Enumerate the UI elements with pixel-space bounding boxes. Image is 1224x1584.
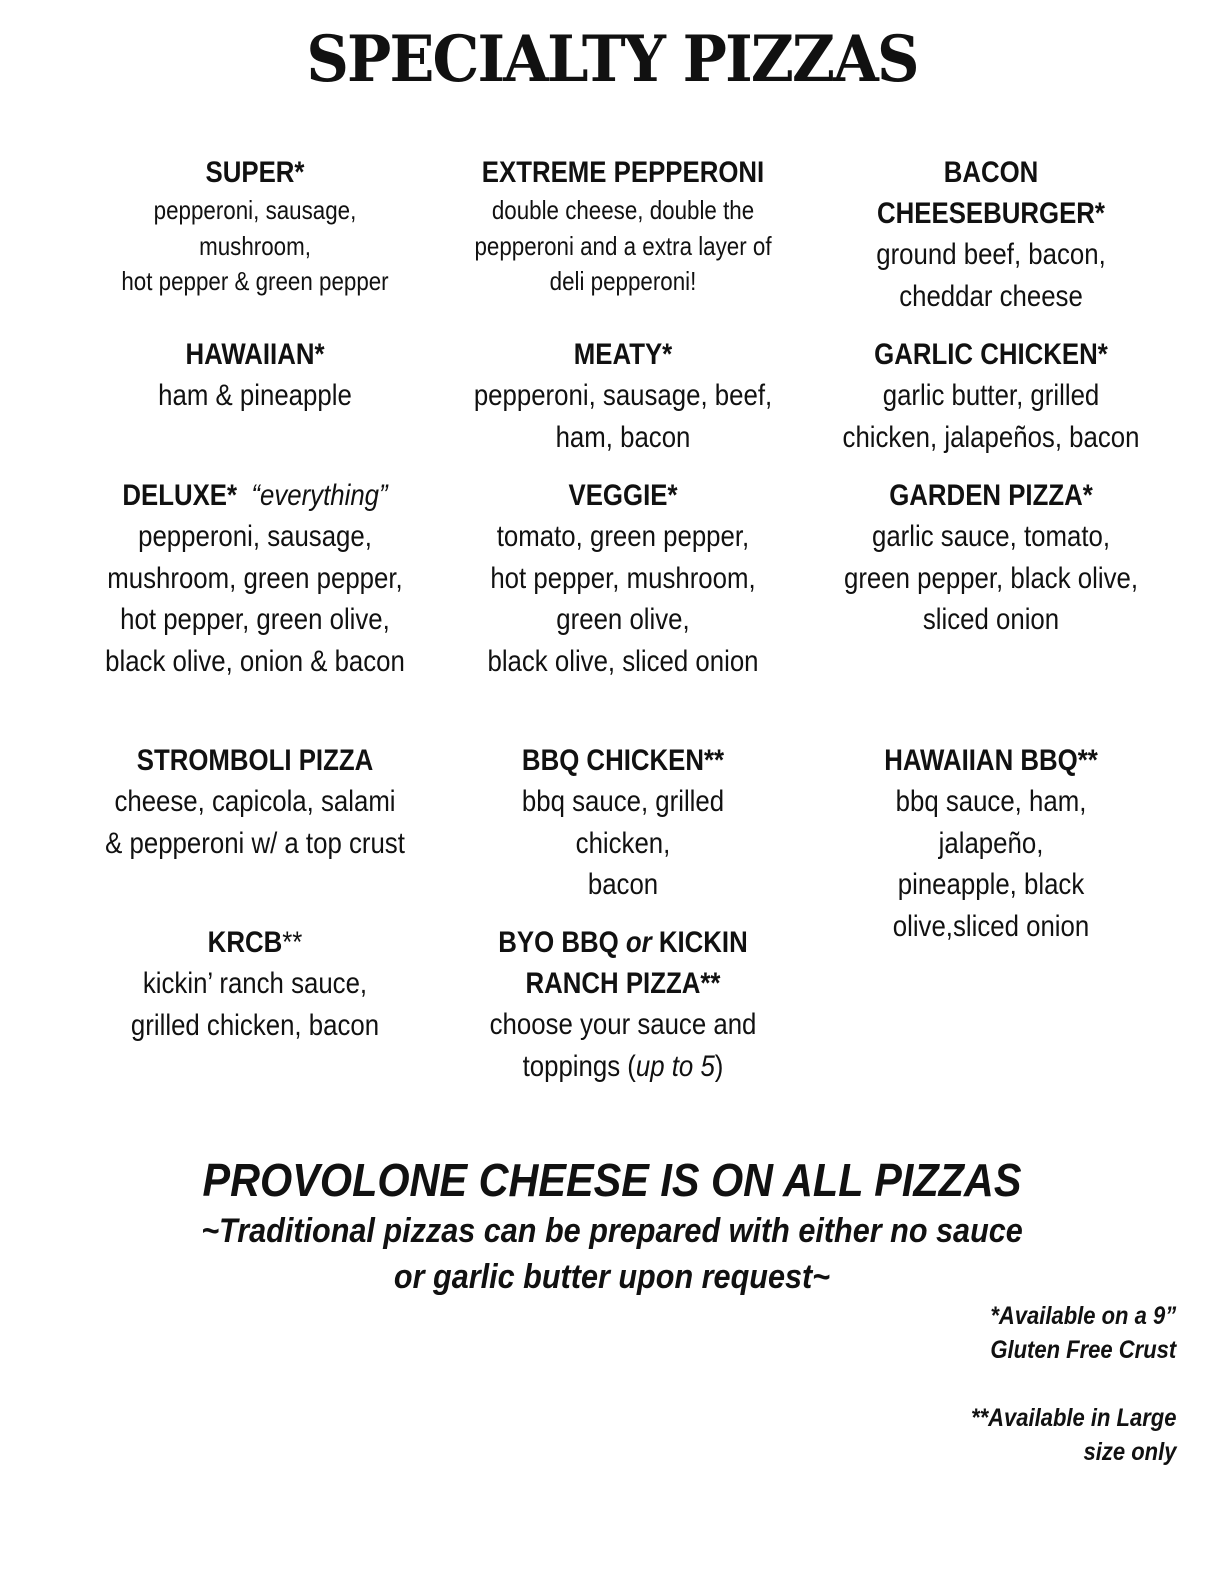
pizza-name-line2: RANCH PIZZA** (525, 967, 721, 1000)
pizza-garlic-chicken (816, 334, 1166, 458)
pizza-veggie (448, 475, 798, 682)
pizza-description: pepperoni, sausage, beef, ham, bacon (473, 379, 773, 454)
pizza-bacon-cheeseburger (816, 152, 1166, 317)
pizza-deluxe (80, 475, 430, 682)
pizza-name-part: BYO BBQ (498, 926, 626, 959)
pizza-extreme-pepperoni (448, 152, 798, 300)
pizza-stromboli (80, 740, 430, 864)
pizza-name: EXTREME PEPPERONI (481, 156, 765, 189)
pizza-super (80, 152, 430, 300)
pizza-name: STROMBOLI PIZZA (136, 744, 374, 777)
pizza-description: tomato, green pepper, hot pepper, mushroom, green olive, black olive, sliced onion (487, 520, 759, 678)
desc-part: ) (714, 1049, 724, 1083)
pizza-description: bbq sauce, grilled chicken, bacon (521, 785, 725, 901)
pizza-description-line1: choose your sauce and (489, 1008, 757, 1041)
pizza-name-line1: BACON (943, 156, 1039, 189)
pizza-name: HAWAIIAN* (185, 338, 325, 371)
pizza-hawaiian (80, 334, 430, 417)
pizza-meaty (448, 334, 798, 458)
pizza-bbq-chicken (448, 740, 798, 906)
desc-part: toppings ( (522, 1049, 636, 1083)
pizza-description: bbq sauce, ham, jalapeño, pineapple, black olive,sliced onion (892, 785, 1090, 943)
pizza-name: HAWAIIAN BBQ** (884, 744, 1098, 777)
pizza-description: pepperoni, sausage, mushroom, hot pepper & green pepper (121, 195, 389, 296)
pizza-description: pepperoni, sausage, mushroom, green pepper, hot pepper, green olive, black olive, onion & bacon (105, 520, 405, 678)
pizza-name-part: KICKIN (651, 926, 748, 959)
pizza-garden (816, 475, 1166, 641)
pizza-name: SUPER* (205, 156, 305, 189)
pizza-hawaiian-bbq (816, 740, 1166, 947)
pizza-description: kickin’ ranch sauce, grilled chicken, bacon (130, 967, 380, 1042)
pizza-name: GARDEN PIZZA* (889, 479, 1093, 512)
pizza-name-line2: CHEESEBURGER* (877, 197, 1105, 230)
pizza-name-text: KRCB (207, 926, 283, 959)
pizza-name-stars: ** (282, 926, 303, 959)
footnote-gluten-free: *Available on a 9” Gluten Free Crust (990, 1302, 1176, 1364)
desc-part-italic: up to 5 (635, 1049, 715, 1083)
pizza-krcb (80, 922, 430, 1046)
pizza-name: VEGGIE* (568, 479, 678, 512)
pizza-description-line2 (473, 1046, 774, 1088)
footnote-large-only: **Available in Large size only (970, 1404, 1176, 1466)
pizza-description: cheese, capicola, salami & pepperoni w/ a top crust (105, 785, 405, 860)
pizza-description: garlic sauce, tomato, green pepper, black olive, sliced onion (843, 520, 1139, 636)
pizza-name (105, 922, 406, 963)
page-title: SPECIALTY PIZZAS (306, 22, 918, 97)
pizza-description: garlic butter, grilled chicken, jalapeños, bacon (842, 379, 1140, 454)
pizza-tagline: “everything” (251, 479, 388, 512)
pizza-description: ham & pineapple (158, 379, 352, 412)
provolone-notice: PROVOLONE CHEESE IS ON ALL PIZZAS (202, 1154, 1022, 1206)
pizza-name-line1 (473, 922, 774, 963)
sauce-notice: ~Traditional pizzas can be prepared with either no sauce or garlic butter upon request~ (201, 1212, 1023, 1296)
pizza-name: GARLIC CHICKEN* (874, 338, 1108, 371)
pizza-description: ground beef, bacon, cheddar cheese (876, 238, 1106, 313)
pizza-name: MEATY* (573, 338, 673, 371)
pizza-description: double cheese, double the pepperoni and a extra layer of deli pepperoni! (474, 195, 772, 296)
pizza-byo (448, 922, 798, 1087)
pizza-name: BBQ CHICKEN** (521, 744, 725, 777)
pizza-name (105, 475, 406, 516)
pizza-name-text: DELUXE* (122, 479, 238, 512)
pizza-name-or: or (625, 926, 652, 959)
